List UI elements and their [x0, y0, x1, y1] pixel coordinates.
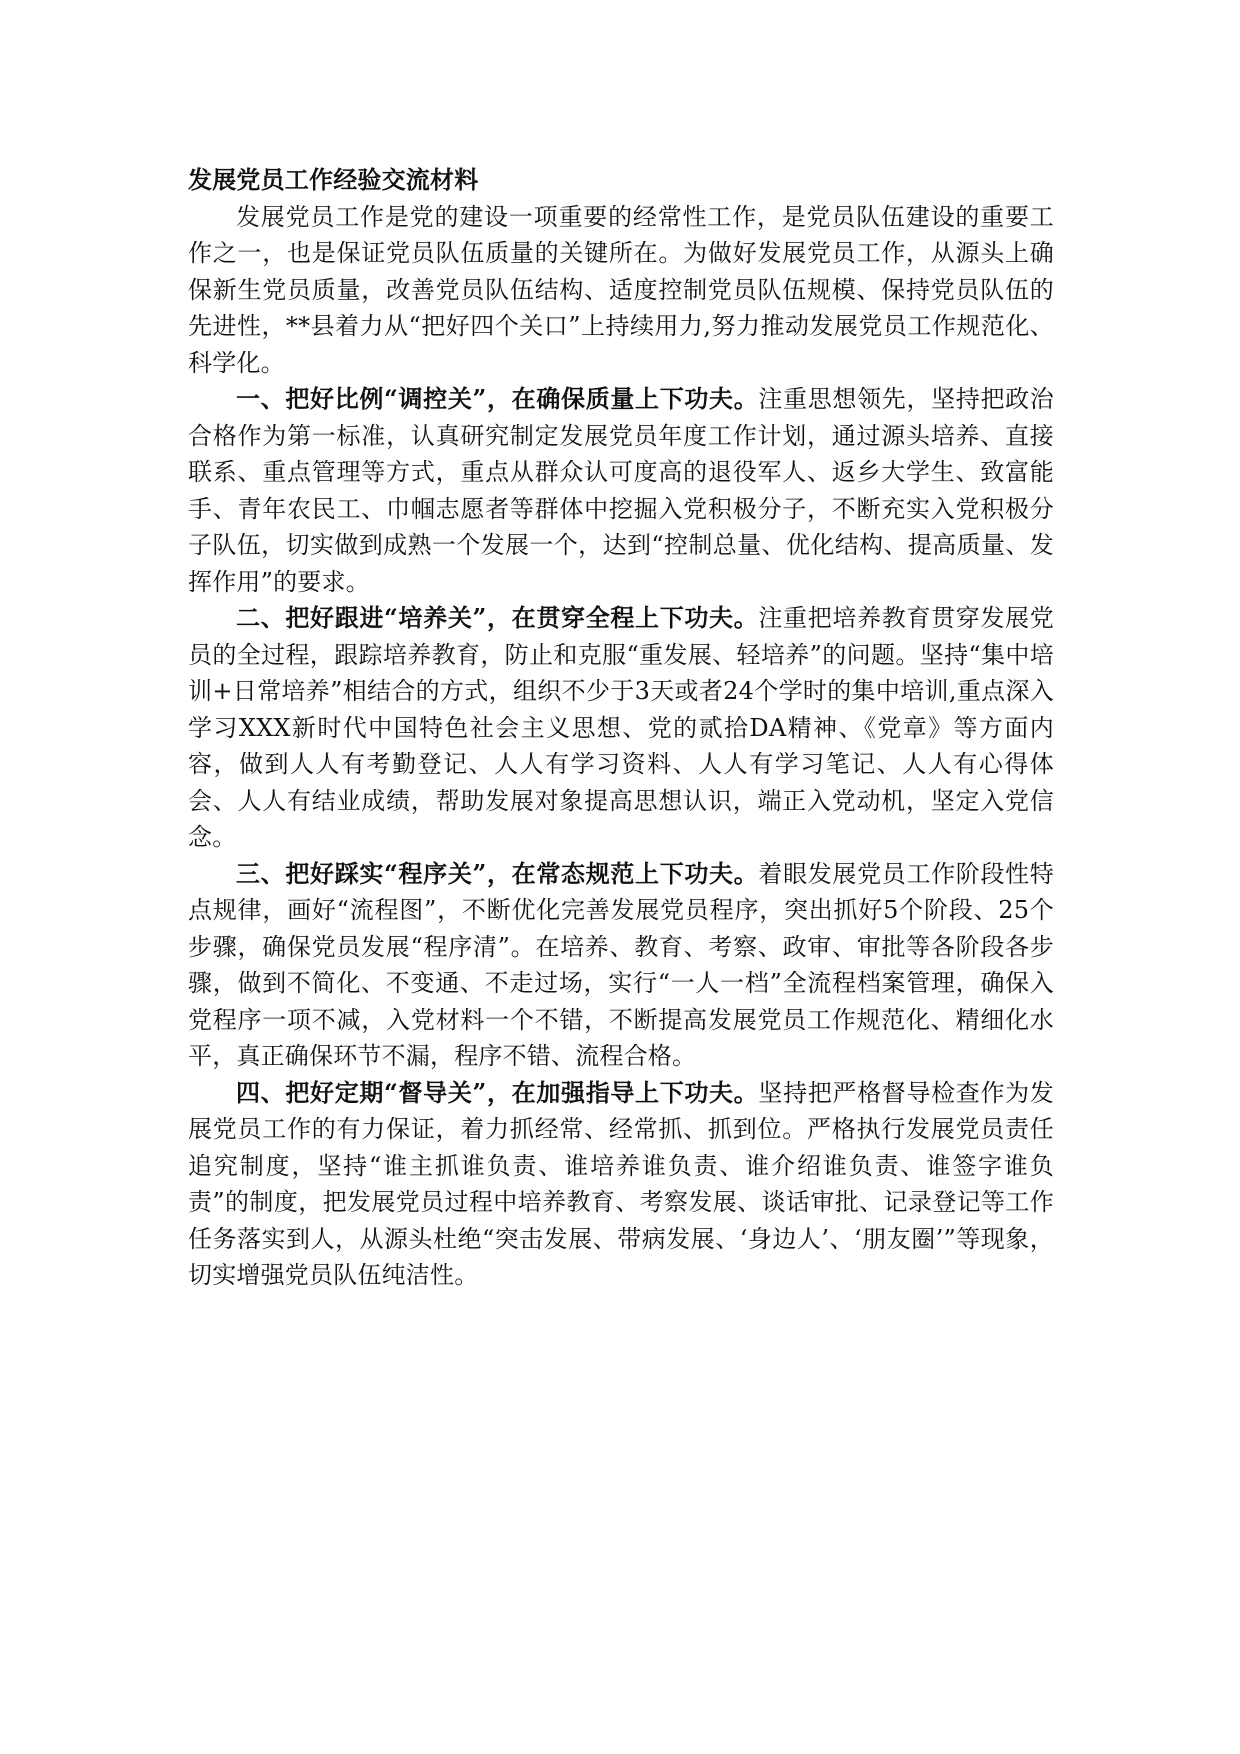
section-heading-4: 四、把好定期“督导关”，在加强指导上下功夫。 — [236, 1077, 759, 1107]
document-title: 发展党员工作经验交流材料 — [188, 165, 479, 194]
section-paragraph-2 — [188, 600, 1054, 856]
section-body-3: 着眼发展党员工作阶段性特点规律，画好“流程图”，不断优化完善发展党员程序，突出抓好5个阶段、25个步骤，确保党员发展“程序清”。在培养、教育、考察、政审、审批等各阶段各步骤，做到不简化、不变通、不走过场，实行“一人一档”全流程档案管理，确保入党程序一项不减，入党材料一个不错，不断提高发展党员工作规范化、精细化水平，真正确保环节不漏，程序不错、流程合格。 — [188, 859, 1054, 1070]
document-body — [188, 162, 1054, 1294]
section-body-2: 注重把培养教育贯穿发展党员的全过程，跟踪培养教育，防止和克服“重发展、轻培养”的问题。坚持“集中培训+日常培养”相结合的方式，组织不少于3天或者24个学时的集中培训,重点深入学习XXX新时代中国特色社会主义思想、党的贰拾DA精神、《党章》等方面内容，做到人人有考勤登记、人人有学习资料、人人有学习笔记、人人有心得体会、人人有结业成绩，帮助发展对象提高思想认识，端正入党动机，坚定入党信念。 — [188, 604, 1054, 851]
intro-paragraph: 发展党员工作是党的建设一项重要的经常性工作，是党员队伍建设的重要工作之一，也是保证党员队伍质量的关键所在。为做好发展党员工作，从源头上确保新生党员质量，改善党员队伍结构、适度控制党员队伍规模、保持党员队伍的先进性，**县着力从“把好四个关口”上持续用力,努力推动发展党员工作规范化、科学化。 — [188, 202, 1054, 377]
section-paragraph-3 — [188, 856, 1054, 1075]
section-heading-3: 三、把好踩实“程序关”，在常态规范上下功夫。 — [236, 858, 759, 888]
section-paragraph-1 — [188, 381, 1054, 600]
section-body-4: 坚持把严格督导检查作为发展党员工作的有力保证，着力抓经常、经常抓、抓到位。严格执行发展党员责任追究制度，坚持“谁主抓谁负责、谁培养谁负责、谁介绍谁负责、谁签字谁负责”的制度，把发展党员过程中培养教育、考察发展、谈话审批、记录登记等工作任务落实到人，从源头杜绝“突击发展、带病发展、‘身边人’、‘朋友圈’”等现象，切实增强党员队伍纯洁性。 — [188, 1078, 1054, 1289]
section-body-1: 注重思想领先，坚持把政治合格作为第一标准，认真研究制定发展党员年度工作计划，通过源头培养、直接联系、重点管理等方式，重点从群众认可度高的退役军人、返乡大学生、致富能手、青年农民工、巾帼志愿者等群体中挖掘入党积极分子，不断充实入党积极分子队伍，切实做到成熟一个发展一个，达到“控制总量、优化结构、提高质量、发挥作用”的要求。 — [188, 385, 1054, 596]
section-heading-1: 一、把好比例“调控关”，在确保质量上下功夫。 — [236, 384, 759, 413]
section-heading-2: 二、把好跟进“培养关”，在贯穿全程上下功夫。 — [236, 603, 759, 632]
section-paragraph-4 — [188, 1075, 1054, 1294]
